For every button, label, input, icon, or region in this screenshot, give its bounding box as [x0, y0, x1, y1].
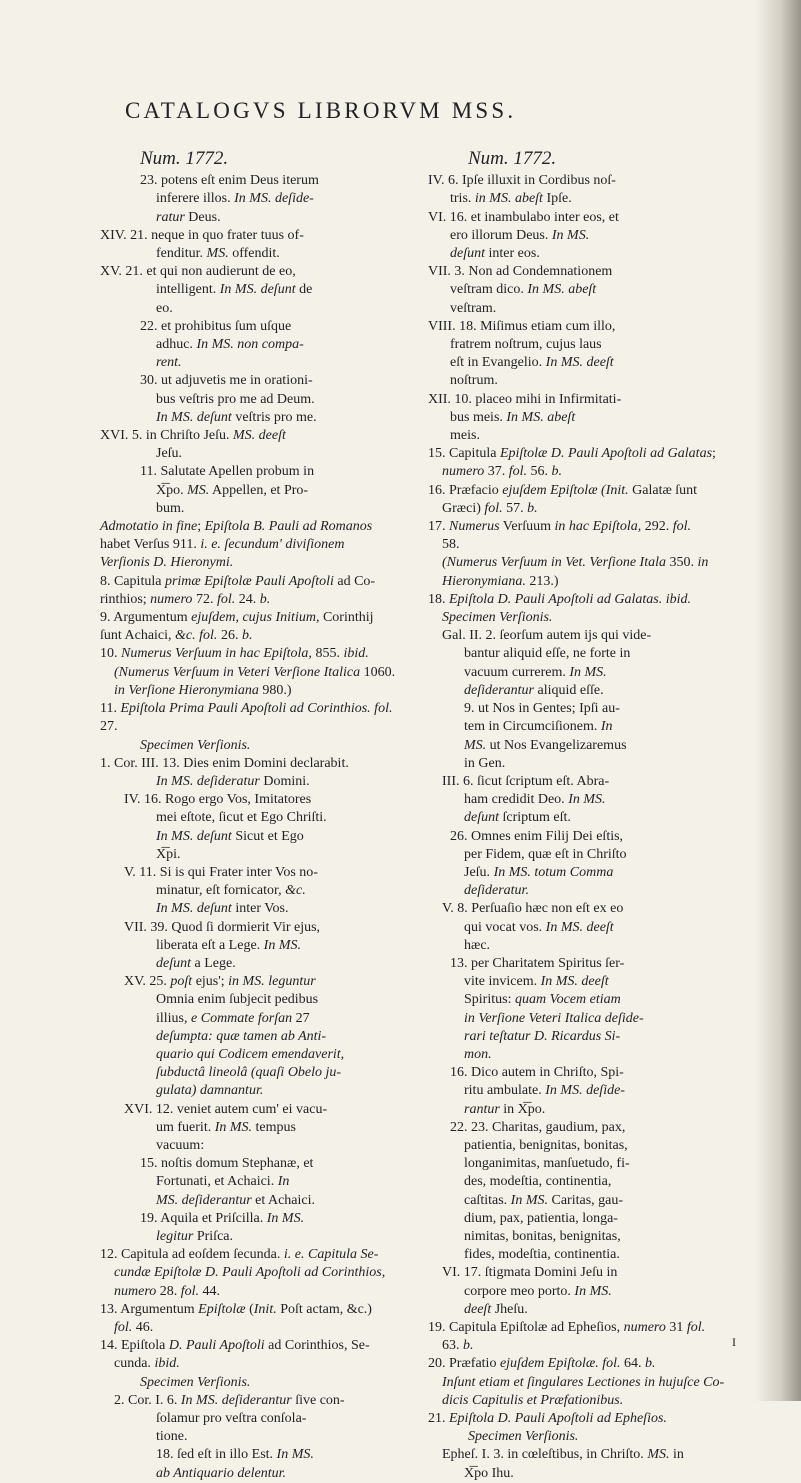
left-line: 8. Capitula primæ Epiſtolæ Pauli Apoſtoli ad Co- [100, 573, 376, 589]
right-line: IV. 6. Ipſe illuxit in Cordibus noſ- [428, 173, 616, 189]
left-line: 10. Numerus Verſuum in hac Epiſtola, 855. ibid. [100, 646, 369, 662]
left-line: Specimen Verſionis. [140, 1374, 251, 1390]
left-column-title: Num. 1772. [140, 148, 229, 169]
right-line: deeſt Jheſu. [464, 1301, 528, 1317]
right-line: tem in Circumciſionem. In [464, 719, 613, 735]
right-line: X͞po Ihu. [464, 1465, 514, 1481]
left-line: Omnia enim ſubjecit pedibus [156, 992, 319, 1008]
left-line: in Verſione Hieronymiana 980.) [114, 682, 292, 698]
left-line: XV. 25. poſt ejus'; in MS. leguntur [124, 974, 316, 990]
right-line: 63. b. [442, 1338, 474, 1354]
right-line: XII. 10. placeo mihi in Infirmitati- [428, 391, 622, 407]
left-line: 11. Epiſtola Prima Pauli Apoſtoli ad Corinthios. fol. [100, 701, 393, 717]
running-header: CATALOGVS LIBRORVM MSS. [125, 98, 517, 123]
right-line: ero illorum Deus. In MS. [450, 227, 590, 243]
right-line: Gal. II. 2. ſeorſum autem ijs qui vide- [442, 628, 652, 644]
left-line: 30. ut adjuvetis me in orationi- [140, 373, 313, 389]
left-line: XIV. 21. neque in quo frater tuus of- [100, 227, 304, 243]
left-line: Fortunati, et Achaici. In [156, 1174, 290, 1190]
left-line: fenditur. MS. offendit. [156, 246, 280, 262]
right-line: in Gen. [464, 755, 506, 771]
left-line: In MS. deſideratur Domini. [156, 773, 310, 789]
right-line: bus meis. In MS. abeſt [450, 409, 576, 425]
left-line: Specimen Verſionis. [140, 737, 251, 753]
left-line: inferere illos. In MS. deſide- [156, 191, 314, 207]
right-line: rari teſtatur D. Ricardus Si- [464, 1028, 621, 1044]
right-line: rantur in X͞po. [464, 1101, 546, 1117]
left-line: 19. Aquila et Priſcilla. In MS. [140, 1210, 305, 1226]
left-line: intelligent. In MS. deſunt de [156, 282, 313, 298]
left-line: In MS. deſunt veſtris pro me. [156, 409, 317, 425]
right-line: 16. Dico autem in Chriſto, Spi- [450, 1065, 624, 1081]
left-line: adhuc. In MS. non compa- [156, 337, 304, 353]
right-line: Græci) fol. 57. b. [442, 500, 538, 516]
left-line: (Numerus Verſuum in Veteri Verſione Italica 1060. [114, 664, 396, 680]
left-line: liberata eſt a Lege. In MS. [156, 937, 301, 953]
right-line: numero 37. fol. 56. b. [442, 464, 563, 480]
page-edge-shadow [755, 0, 801, 1401]
left-line: 27. [100, 719, 118, 735]
right-line: 22. 23. Charitas, gaudium, pax, [450, 1119, 626, 1135]
left-line: deſumpta: quæ tamen ab Anti- [156, 1028, 327, 1044]
right-line: corpore meo porto. In MS. [464, 1283, 612, 1299]
left-line: X͞pi. [156, 846, 181, 862]
left-line: 1. Cor. III. 13. Dies enim Domini declarabit. [100, 755, 349, 771]
right-line: Specimen Verſionis. [442, 610, 553, 626]
right-line: tris. in MS. abeſt Ipſe. [450, 191, 572, 207]
right-line: deſunt inter eos. [450, 246, 540, 262]
left-line: rinthios; numero 72. fol. 24. b. [100, 591, 271, 607]
left-line: MS. deſiderantur et Achaici. [156, 1192, 316, 1208]
right-line: vacuum currerem. In MS. [464, 664, 607, 680]
left-line: numero 28. fol. 44. [114, 1283, 221, 1299]
left-line: cundæ Epiſtolæ D. Pauli Apoſtoli ad Corinthios, [114, 1265, 386, 1281]
left-entries [100, 172, 412, 1483]
right-line: Jeſu. In MS. totum Comma [464, 864, 614, 880]
left-line: ratur Deus. [156, 209, 221, 225]
right-line: in Verſione Veteri Italica deſide- [464, 1010, 644, 1026]
right-line: caſtitas. In MS. Caritas, gau- [464, 1192, 624, 1208]
left-line: X͞po. MS. Appellen, et Pro- [156, 482, 309, 498]
left-line: XVI. 12. veniet autem cum' ei vacu- [124, 1101, 328, 1117]
right-line: des, modeſtia, continentia, [464, 1174, 612, 1190]
right-line: 18. Epiſtola D. Pauli Apoſtoli ad Galatas. ibid. [428, 591, 692, 607]
left-line: 11. Salutate Apellen probum in [140, 464, 315, 480]
left-line: legitur Priſca. [156, 1228, 233, 1244]
left-line: XV. 21. et qui non audierunt de eo, [100, 264, 296, 280]
left-line: In MS. deſunt Sicut et Ego [156, 828, 304, 844]
right-line: (Numerus Verſuum in Vet. Verſione Itala 350. in [442, 555, 709, 571]
left-line: habet Verſus 911. i. e. ſecundum' diviſionem [100, 537, 345, 553]
right-line: 21. Epiſtola D. Pauli Apoſtoli ad Epheſios. [428, 1411, 667, 1427]
left-line: quario qui Codicem emendaverit, [156, 1046, 345, 1062]
right-line: fides, modeſtia, continentia. [464, 1247, 620, 1263]
signature-mark: I [732, 1335, 736, 1349]
right-line: noſtrum. [450, 373, 498, 389]
left-line: bum. [156, 500, 185, 516]
left-line: mei eſtote, ſicut et Ego Chriſti. [156, 810, 327, 826]
right-line: patientia, benignitas, bonitas, [464, 1137, 628, 1153]
right-line: longanimitas, manſuetudo, fi- [464, 1156, 630, 1172]
right-line: meis. [450, 428, 480, 444]
right-line: nimitas, bonitas, benignitas, [464, 1228, 621, 1244]
right-line: Epheſ. I. 3. in cœleſtibus, in Chriſto. MS. in [442, 1447, 684, 1463]
left-column [100, 150, 412, 1483]
right-column [428, 150, 748, 1483]
right-line: veſtram dico. In MS. abeſt [450, 282, 597, 298]
right-line: deſideratur. [464, 883, 529, 899]
right-line: ham credidit Deo. In MS. [464, 792, 606, 808]
left-line: gulata) damnantur. [156, 1083, 264, 1099]
left-line: fol. 46. [114, 1320, 154, 1335]
right-line: VIII. 18. Miſimus etiam cum illo, [428, 318, 616, 334]
right-line: mon. [464, 1046, 492, 1062]
left-line: 13. Argumentum Epiſtolæ (Init. Poſt actam, &c.) [100, 1301, 372, 1317]
left-line: cunda. ibid. [114, 1356, 180, 1372]
right-line: 9. ut Nos in Gentes; Ipſi au- [464, 701, 620, 717]
left-line: IV. 16. Rogo ergo Vos, Imitatores [124, 792, 312, 808]
right-line: MS. ut Nos Evangelizaremus [464, 737, 627, 753]
left-line: ſubductâ lineolâ (quaſi Obelo ju- [156, 1065, 342, 1081]
right-line: ritu ambulate. In MS. deſide- [464, 1083, 625, 1099]
right-line: VII. 3. Non ad Condemnationem [428, 264, 613, 280]
left-line: ab Antiquario delentur. [156, 1465, 287, 1481]
right-line: fratrem noſtrum, cujus laus [450, 337, 602, 353]
right-line: 15. Capitula Epiſtolæ D. Pauli Apoſtoli ad Galatas; [428, 446, 716, 462]
right-line: 17. Numerus Verſuum in hac Epiſtola, 292. fol. [428, 519, 692, 535]
right-line: Spiritus: quam Vocem etiam [464, 992, 621, 1008]
right-line: 19. Capitula Epiſtolæ ad Epheſios, numero 31 fol. [428, 1320, 706, 1335]
left-line: XVI. 5. in Chriſto Jeſu. MS. deeſt [100, 428, 286, 444]
right-column-title: Num. 1772. [468, 148, 557, 169]
right-line: Specimen Verſionis. [468, 1429, 579, 1445]
right-line: deſiderantur aliquid eſſe. [464, 682, 604, 698]
right-line: eſt in Evangelio. In MS. deeſt [450, 355, 614, 371]
left-line: Jeſu. [156, 446, 183, 462]
right-line: Inſunt etiam et ſingulares Lectiones in hujuſce Co- [442, 1374, 725, 1390]
right-line: qui vocat vos. In MS. deeſt [464, 919, 614, 935]
right-line: 16. Præfacio ejuſdem Epiſtolæ (Init. Galatæ ſunt [428, 482, 698, 498]
right-line: vite invicem. In MS. deeſt [464, 974, 609, 990]
right-line: per Fidem, quæ eſt in Chriſto [464, 846, 627, 862]
right-line: 26. Omnes enim Filij Dei eſtis, [450, 828, 624, 844]
left-line: minatur, eſt fornicator, &c. [156, 883, 306, 899]
left-line: In MS. deſunt inter Vos. [156, 901, 289, 917]
left-line: Admotatio in fine; Epiſtola B. Pauli ad Romanos [100, 519, 373, 535]
left-line: V. 11. Si is qui Frater inter Vos no- [124, 864, 318, 880]
left-line: eo. [156, 300, 173, 316]
right-line: VI. 16. et inambulabo inter eos, et [428, 209, 619, 225]
left-line: VII. 39. Quod ſi dormierit Vir ejus, [124, 919, 321, 935]
left-line: 22. et prohibitus ſum uſque [140, 318, 292, 334]
left-line: 23. potens eſt enim Deus iterum [140, 173, 319, 189]
left-line: tione. [156, 1429, 188, 1445]
left-line: illius, e Commate forſan 27 [156, 1010, 310, 1026]
left-line: ſolamur pro veſtra conſola- [156, 1411, 307, 1427]
right-line: dium, pax, patientia, longa- [464, 1210, 618, 1226]
left-line: 18. ſed eſt in illo Est. In MS. [156, 1447, 314, 1463]
left-line: bus veſtris pro me ad Deum. [156, 391, 315, 407]
left-line: 14. Epiſtola D. Pauli Apoſtoli ad Corinthios, Se- [100, 1338, 370, 1354]
right-line: deſunt ſcriptum eſt. [464, 810, 571, 826]
left-line: vacuum: [156, 1137, 205, 1153]
left-line: rent. [156, 355, 182, 371]
right-line: V. 8. Perſuaſio hæc non eſt ex eo [442, 901, 624, 917]
right-line: dicis Capitulis et Præfationibus. [442, 1392, 624, 1408]
right-line: bantur aliquid eſſe, ne forte in [464, 646, 631, 662]
right-entries [428, 172, 748, 1483]
right-line: 13. per Charitatem Spiritus ſer- [450, 955, 625, 971]
left-line: 2. Cor. I. 6. In MS. deſiderantur ſive con- [114, 1392, 345, 1408]
left-line: 12. Capitula ad eoſdem ſecunda. i. e. Capitula Se- [100, 1247, 379, 1263]
right-line: veſtram. [450, 300, 497, 316]
right-line: 20. Præfatio ejuſdem Epiſtolæ. fol. 64. b. [428, 1356, 656, 1372]
left-line: 9. Argumentum ejuſdem, cujus Initium, Corinthij [100, 610, 374, 626]
right-line: hæc. [464, 937, 491, 953]
left-line: 15. noſtis domum Stephanæ, et [140, 1156, 314, 1172]
right-line: VI. 17. ſtigmata Domini Jeſu in [442, 1265, 618, 1281]
right-line: 58. [442, 537, 460, 553]
left-line: Verſionis D. Hieronymi. [100, 555, 234, 571]
right-line: III. 6. ſicut ſcriptum eſt. Abra- [442, 773, 610, 789]
right-line: Hieronymiana. 213.) [442, 573, 559, 589]
left-line: ſunt Achaici, &c. fol. 26. b. [100, 628, 253, 644]
left-line: um fuerit. In MS. tempus [156, 1119, 296, 1135]
left-line: deſunt a Lege. [156, 955, 236, 971]
